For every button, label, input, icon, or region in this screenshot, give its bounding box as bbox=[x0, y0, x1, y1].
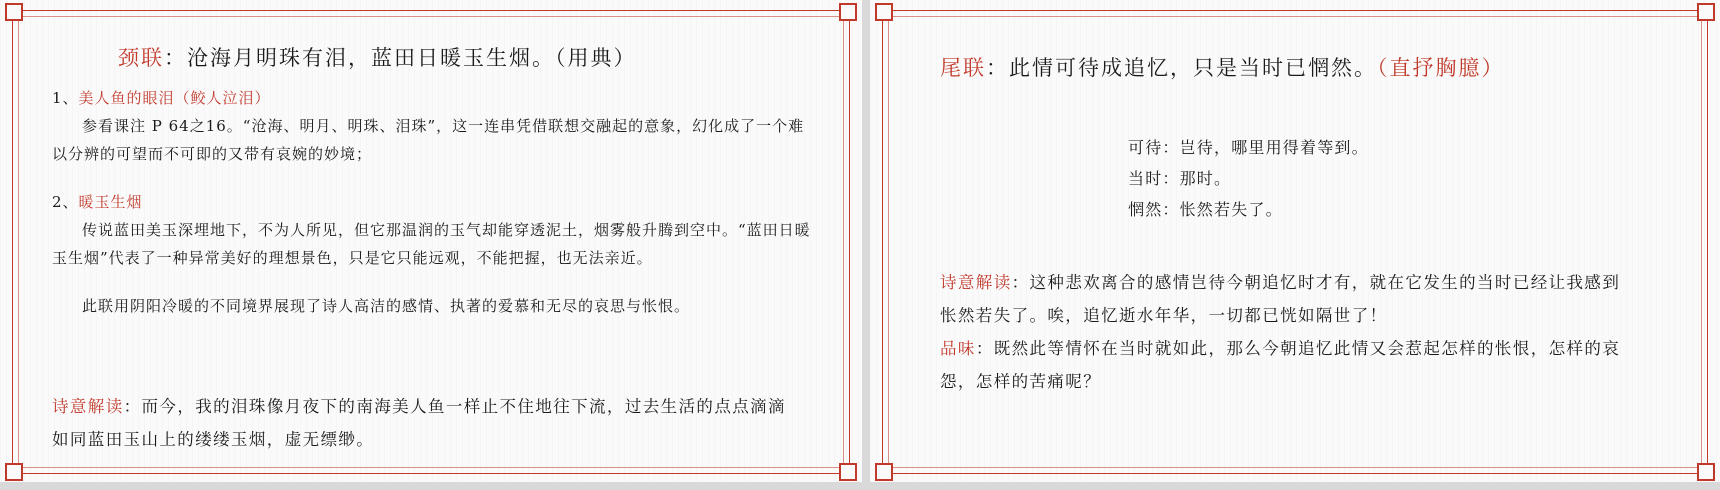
interpretation-label: 诗意解读 bbox=[940, 273, 1012, 292]
definition-term: 可待 bbox=[1128, 138, 1163, 157]
title-note: （直抒胸臆） bbox=[1377, 56, 1505, 80]
slide-title bbox=[118, 42, 637, 72]
interpretation-paragraph bbox=[940, 266, 1630, 332]
interpretation-colon: ： bbox=[123, 397, 142, 416]
definition-sep: ： bbox=[1162, 169, 1180, 188]
interpretation-label: 诗意解读 bbox=[52, 397, 124, 416]
title-colon: ： bbox=[164, 46, 187, 70]
slide-left bbox=[0, 0, 862, 482]
definition-item bbox=[1128, 194, 1578, 225]
appreciation-colon: ： bbox=[975, 339, 994, 358]
frame-corner-ornament bbox=[1697, 3, 1715, 21]
item-body: 参看课注 P 64之16。“沧海、明月、明珠、泪珠”，这一连串凭借联想交融起的意象，幻化成了一个难以分辨的可望而不可即的又带有哀婉的妙境； bbox=[52, 117, 805, 163]
title-label: 颈联 bbox=[118, 46, 164, 70]
definition-term: 当时 bbox=[1128, 169, 1163, 188]
definition-term: 惘然 bbox=[1128, 200, 1163, 219]
interpretation-paragraph bbox=[52, 390, 798, 456]
slide-title bbox=[940, 52, 1505, 82]
content-block bbox=[52, 84, 812, 320]
definition-sep: ： bbox=[1162, 200, 1180, 219]
frame-corner-ornament bbox=[1697, 463, 1715, 481]
item-number: 2、 bbox=[52, 193, 79, 211]
definition-meaning: 岂待，哪里用得着等到。 bbox=[1179, 138, 1369, 157]
definition-item bbox=[1128, 163, 1578, 194]
item-heading bbox=[52, 84, 812, 112]
slide-right bbox=[870, 0, 1720, 482]
summary-paragraph: 此联用阴阳冷暖的不同境界展现了诗人高洁的感情、执著的爱慕和无尽的哀思与怅恨。 bbox=[82, 297, 691, 315]
interpretation-colon: ： bbox=[1011, 273, 1030, 292]
frame-corner-ornament bbox=[839, 3, 857, 21]
interpretation-text: 这种悲欢离合的感情岂待今朝追忆时才有，就在它发生的当时已经让我感到怅然若失了。唉，追忆逝水年华，一切都已恍如隔世了！ bbox=[940, 273, 1621, 325]
frame-corner-ornament bbox=[875, 3, 893, 21]
definition-meaning: 怅然若失了。 bbox=[1179, 200, 1283, 219]
definition-item bbox=[1128, 132, 1578, 163]
appreciation-paragraph bbox=[940, 332, 1630, 398]
appreciation-text: 既然此等情怀在当时就如此，那么今朝追忆此情又会惹起怎样的怅恨，怎样的哀怨，怎样的苦痛呢？ bbox=[940, 339, 1621, 391]
item-body: 传说蓝田美玉深埋地下，不为人所见，但它那温润的玉气却能穿透泥土，烟雾般升腾到空中。“蓝田日暖玉生烟”代表了一种异常美好的理想景色，只是它只能远观，不能把握，也无法亲近。 bbox=[52, 221, 811, 267]
definitions-list bbox=[1128, 132, 1578, 225]
interpretation-block bbox=[940, 266, 1630, 398]
definition-sep: ： bbox=[1162, 138, 1180, 157]
item-heading bbox=[52, 188, 812, 216]
item-heading-text: 暖玉生烟 bbox=[78, 193, 143, 211]
item-number: 1、 bbox=[52, 89, 79, 107]
title-colon: ： bbox=[986, 56, 1009, 80]
frame-corner-ornament bbox=[875, 463, 893, 481]
frame-corner-ornament bbox=[5, 3, 23, 21]
title-label: 尾联 bbox=[940, 56, 986, 80]
title-line: 此情可待成追忆，只是当时已惘然。 bbox=[1009, 56, 1377, 80]
item-heading-text: 美人鱼的眼泪（鲛人泣泪） bbox=[78, 89, 271, 107]
interpretation-text: 而今，我的泪珠像月夜下的南海美人鱼一样止不住地往下流，过去生活的点点滴滴如同蓝田玉山上的缕缕玉烟，虚无缥缈。 bbox=[52, 397, 786, 449]
definition-meaning: 那时。 bbox=[1179, 169, 1232, 188]
frame-corner-ornament bbox=[839, 463, 857, 481]
frame-corner-ornament bbox=[5, 463, 23, 481]
appreciation-label: 品味 bbox=[940, 339, 976, 358]
title-line: 沧海月明珠有泪，蓝田日暖玉生烟。（用典） bbox=[187, 46, 637, 70]
